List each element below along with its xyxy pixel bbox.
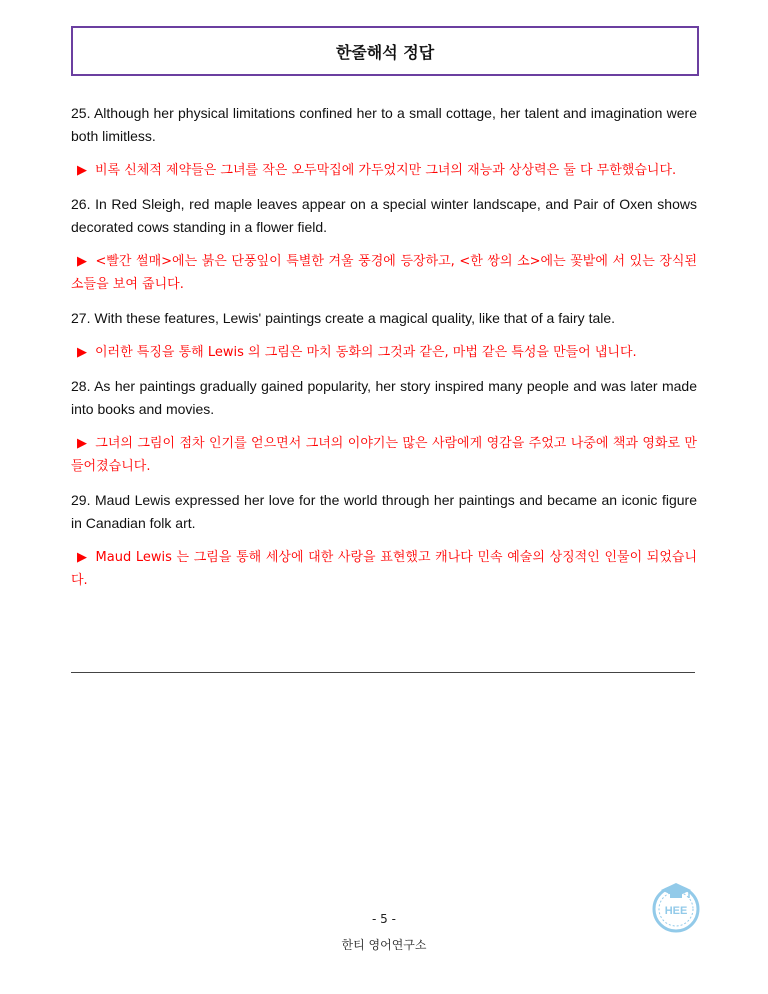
korean-translation-27 — [71, 341, 697, 364]
arrow-icon: ▶ — [77, 163, 87, 178]
page-number: - 5 - — [372, 912, 396, 926]
arrow-icon: ▶ — [77, 345, 87, 360]
arrow-icon: ▶ — [77, 550, 88, 565]
divider — [71, 672, 695, 673]
footer-organization: 한티 영어연구소 — [341, 938, 427, 952]
korean-translation-26 — [71, 250, 697, 296]
english-sentence-27: 27. With these features, Lewis' paintings create a magical quality, like that of a fairy tale. — [71, 310, 616, 326]
translation-list — [71, 102, 697, 603]
korean-text: 비록 신체적 제약들은 그녀를 작은 오두막집에 가두었지만 그녀의 재능과 상상력은 둘 다 무한했습니다. — [95, 163, 677, 178]
arrow-icon: ▶ — [77, 254, 88, 269]
korean-text: <빨간 썰매>에는 붉은 단풍잎이 특별한 겨울 풍경에 등장하고, <한 쌍의 소>에는 꽃밭에 서 있는 장식된 소들을 보여 줍니다. — [71, 254, 697, 292]
korean-translation-29 — [71, 546, 697, 592]
english-sentence-29: 29. Maud Lewis expressed her love for the world through her paintings and became an iconic figure in Canadian folk art. — [71, 492, 697, 531]
page-title: 한줄해석 정답 — [335, 42, 435, 62]
logo-text: HEE — [664, 905, 688, 917]
korean-text: 이러한 특징을 통해 Lewis 의 그림은 마치 동화의 그것과 같은, 마법 같은 특성을 만들어 냅니다. — [95, 345, 637, 360]
korean-text: 그녀의 그림이 점차 인기를 얻으면서 그녀의 이야기는 많은 사람에게 영감을 주었고 나중에 책과 영화로 만들어졌습니다. — [71, 436, 697, 474]
korean-translation-25 — [71, 159, 697, 182]
arrow-icon: ▶ — [77, 436, 88, 451]
english-sentence-26: 26. In Red Sleigh, red maple leaves appear on a special winter landscape, and Pair of Oxen shows decorated cows standing in a flower field. — [71, 196, 697, 235]
korean-text: Maud Lewis 는 그림을 통해 세상에 대한 사랑을 표현했고 캐나다 민속 예술의 상징적인 인물이 되었습니다. — [71, 550, 698, 588]
english-sentence-25: 25. Although her physical limitations confined her to a small cottage, her talent and imagination were both limitless. — [71, 105, 697, 144]
korean-translation-28 — [71, 432, 697, 478]
english-sentence-28: 28. As her paintings gradually gained popularity, her story inspired many people and was later made into books and movies. — [71, 378, 697, 417]
title-box — [71, 26, 699, 76]
